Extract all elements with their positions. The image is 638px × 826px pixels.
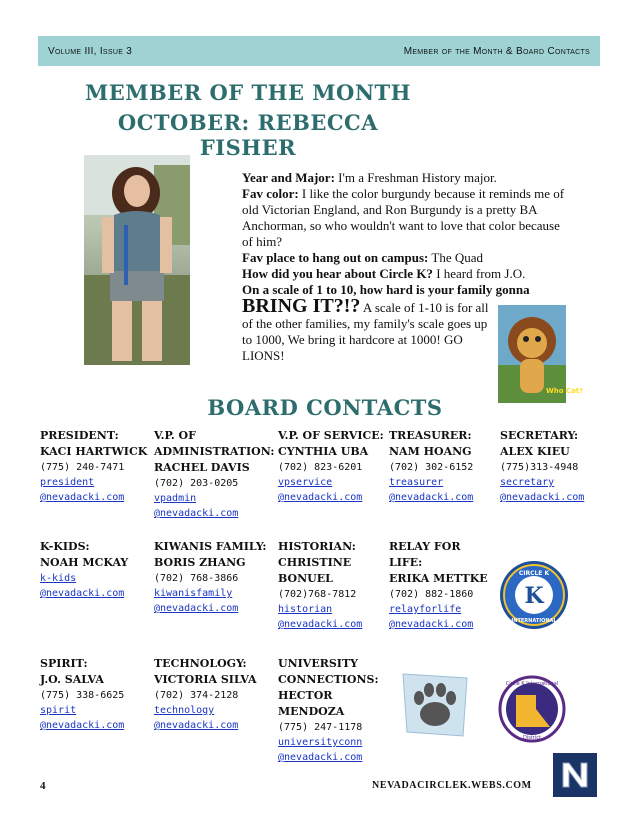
contact-email-domain[interactable]: @nevadacki.com — [40, 720, 125, 731]
contact-role: UNIVERSITY CONNECTIONS: — [278, 657, 379, 686]
member-title: MEMBER OF THE MONTH — [84, 80, 412, 105]
contact-email-user[interactable]: kiwanisfamily — [154, 588, 233, 599]
contact-k-kids — [40, 539, 152, 601]
member-photo — [84, 155, 190, 365]
how-label: How did you hear about Circle K? — [242, 266, 433, 281]
circle-k-logo — [499, 560, 569, 630]
contact-role: V.P. OF SERVICE: — [278, 429, 384, 442]
contact-role: PRESIDENT: — [40, 429, 119, 442]
district-logo-text: Circle K International — [505, 681, 559, 687]
issue-label: Volume III, Issue 3 — [48, 45, 133, 57]
board-contacts-title: BOARD CONTACTS — [207, 395, 443, 420]
contact-phone: (775) 240-7471 — [40, 462, 125, 473]
page-number: 4 — [40, 780, 46, 792]
contact-email-domain[interactable]: @nevadacki.com — [40, 492, 125, 503]
year-text: I'm a Freshman History major. — [334, 170, 497, 185]
paw-print-icon — [399, 670, 471, 740]
member-name-title: OCTOBER: REBECCA FISHER — [117, 110, 379, 160]
contact-name: NAM HOANG — [389, 445, 472, 458]
contact-role: TECHNOLOGY: — [154, 657, 247, 670]
contact-role: K-KIDS: — [40, 540, 90, 553]
page-header — [38, 36, 600, 66]
contact-role: SPIRIT: — [40, 657, 88, 670]
contact-phone: (702) 882-1860 — [389, 589, 474, 600]
contact-email-domain[interactable]: @nevadacki.com — [154, 603, 239, 614]
contact-name: KACI HARTWICK — [40, 445, 148, 458]
contact-phone: (775) 338-6625 — [40, 690, 125, 701]
contact-email-user[interactable]: k-kids — [40, 573, 77, 584]
lion-caption: Who Cat? — [546, 387, 584, 395]
contact-name: J.O. SALVA — [40, 673, 104, 686]
contact-name: CYNTHIA UBA — [278, 445, 369, 458]
contact-name: VICTORIA SILVA — [154, 673, 257, 686]
contact-role: SECRETARY: — [500, 429, 579, 442]
contact-secretary — [500, 428, 600, 505]
contact-email-user[interactable]: treasurer — [389, 477, 444, 488]
contact-phone: (702) 768-3866 — [154, 573, 239, 584]
contact-vp-service — [278, 428, 386, 505]
color-text: I like the color burgundy because it reminds me of old Victorian England, and Ron Burgundy is a pretty BA Anchorman, so who wouldn't want to love that color because of him? — [242, 186, 565, 249]
contact-vp-admin — [154, 428, 276, 521]
place-label: Fav place to hang out on campus: — [242, 250, 429, 265]
how-text: I heard from J.O. — [432, 266, 526, 281]
contact-name: NOAH MCKAY — [40, 556, 129, 569]
contact-role: TREASURER: — [389, 429, 472, 442]
contact-name: CHRISTINE BONUEL — [278, 556, 352, 585]
contact-email-user[interactable]: historian — [278, 604, 333, 615]
district-logo-bottom: District — [523, 735, 541, 741]
contact-phone: (702) 823-6201 — [278, 462, 363, 473]
contact-email-domain[interactable]: @nevadacki.com — [500, 492, 585, 503]
contact-phone: (775)313-4948 — [500, 462, 579, 473]
circle-k-top: CIRCLE K — [518, 570, 550, 577]
scale-text: A scale of 1-10 is for all of the other families, my family's scale goes up to 1000, We bring it hardcore at 1000! GO LIONS! — [242, 300, 489, 363]
contact-role: KIWANIS FAMILY: — [154, 540, 267, 553]
scale-label: On a scale of 1 to 10, how hard is your family gonna — [242, 282, 530, 297]
contact-email-user[interactable]: president — [40, 477, 95, 488]
contact-spirit — [40, 656, 152, 733]
contact-email-user[interactable]: spirit — [40, 705, 77, 716]
district-logo — [498, 675, 566, 743]
contact-email-domain[interactable]: @nevadacki.com — [278, 752, 363, 763]
contact-email-domain[interactable]: @nevadacki.com — [40, 588, 125, 599]
contact-role: V.P. OF ADMINISTRATION: — [154, 429, 275, 458]
contact-relay-for-life — [389, 539, 495, 632]
contact-phone: (702) 203-0205 — [154, 478, 239, 489]
nevada-n-logo — [553, 753, 597, 797]
contact-phone: (775) 247-1178 — [278, 722, 363, 733]
contact-phone: (702)768-7812 — [278, 589, 357, 600]
contact-kiwanis-family — [154, 539, 276, 616]
contact-president — [40, 428, 152, 505]
contact-email-user[interactable]: universityconn — [278, 737, 363, 748]
color-label: Fav color: — [242, 186, 299, 201]
contact-email-domain[interactable]: @nevadacki.com — [278, 492, 363, 503]
contact-role: RELAY FOR LIFE: — [389, 540, 461, 569]
contact-name: BORIS ZHANG — [154, 556, 246, 569]
contact-role: HISTORIAN: — [278, 540, 356, 553]
section-label: Member of the Month & Board Contacts — [403, 45, 590, 57]
contact-email-user[interactable]: technology — [154, 705, 215, 716]
contact-email-domain[interactable]: @nevadacki.com — [389, 492, 474, 503]
bring-it-text: BRING IT?!? — [242, 295, 361, 317]
contact-technology — [154, 656, 276, 733]
contact-email-user[interactable]: relayforlife — [389, 604, 462, 615]
year-label: Year and Major: — [242, 170, 335, 185]
contact-name: ERIKA METTKE — [389, 572, 488, 585]
contact-historian — [278, 539, 378, 632]
contact-email-domain[interactable]: @nevadacki.com — [154, 508, 239, 519]
circle-k-center: K — [524, 583, 544, 609]
contact-phone: (702) 302-6152 — [389, 462, 474, 473]
contact-name: RACHEL DAVIS — [154, 461, 250, 474]
contact-university-connections — [278, 656, 379, 765]
contact-email-domain[interactable]: @nevadacki.com — [154, 720, 239, 731]
contact-email-domain[interactable]: @nevadacki.com — [389, 619, 474, 630]
contact-name: HECTOR MENDOZA — [278, 689, 345, 718]
contact-email-user[interactable]: secretary — [500, 477, 555, 488]
contact-email-domain[interactable]: @nevadacki.com — [278, 619, 363, 630]
circle-k-bottom: INTERNATIONAL — [511, 618, 557, 624]
contact-name: ALEX KIEU — [500, 445, 570, 458]
place-text: The Quad — [428, 250, 483, 265]
website-url[interactable]: NEVADACIRCLEK.WEBS.COM — [372, 780, 532, 791]
contact-phone: (702) 374-2128 — [154, 690, 239, 701]
contact-treasurer — [389, 428, 495, 505]
contact-email-user[interactable]: vpservice — [278, 477, 333, 488]
lion-image — [498, 305, 584, 403]
contact-email-user[interactable]: vpadmin — [154, 493, 197, 504]
